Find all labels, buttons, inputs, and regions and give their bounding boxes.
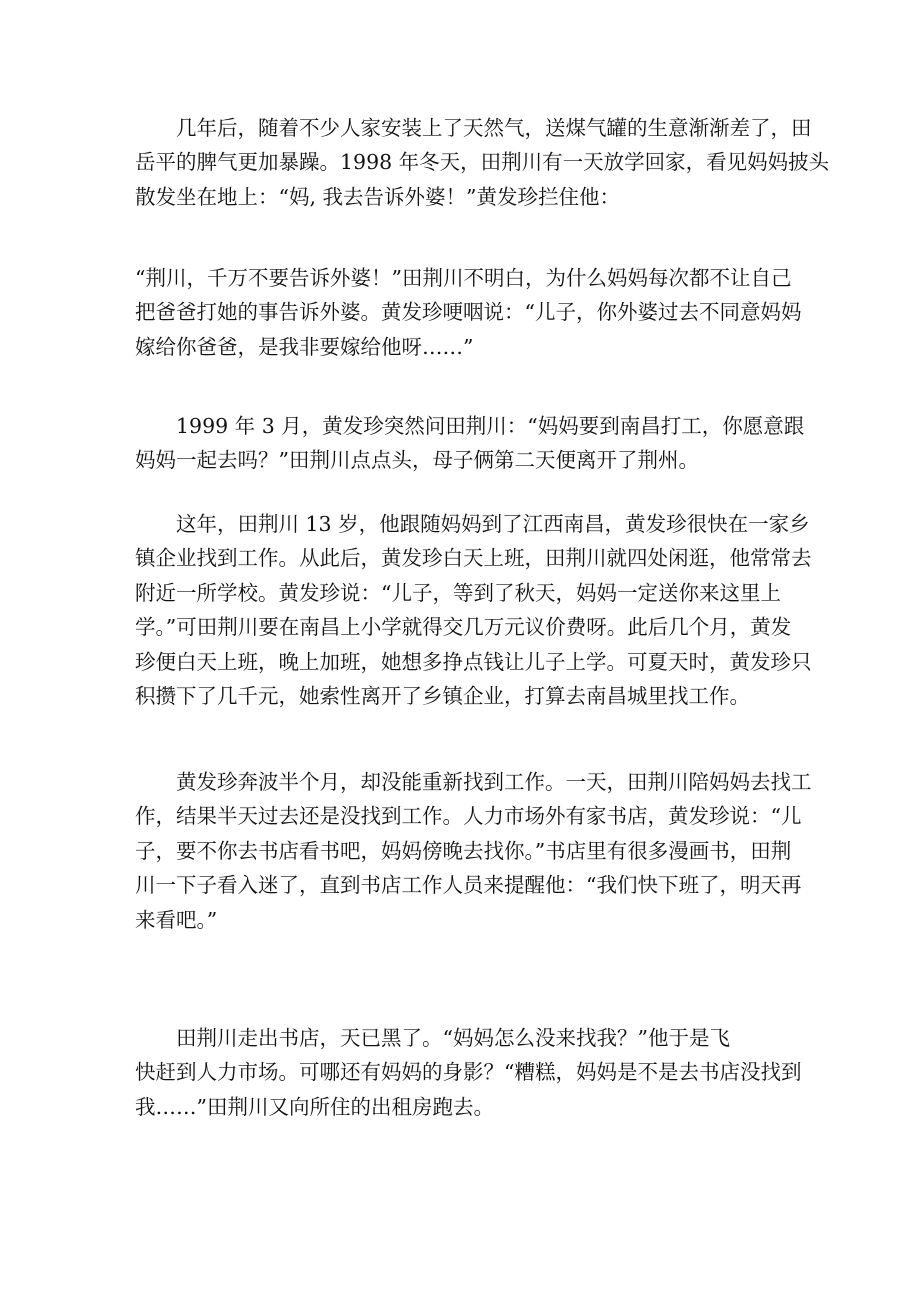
text-line: 镇企业找到工作。从此后，黄发珍白天上班，田荆川就四处闲逛，他常常去 xyxy=(135,546,812,571)
text-line: 田荆川走出书店，天已黑了。“妈妈怎么没来找我？”他于是飞 xyxy=(176,1026,730,1050)
text-line: 附近一所学校。黄发珍说：“儿子，等到了秋天，妈妈一定送你来这里上 xyxy=(135,580,781,605)
paragraph-4 xyxy=(135,507,812,713)
text-line: 积攒下了几千元，她索性离开了乡镇企业，打算去南昌城里找工作。 xyxy=(135,683,750,708)
text-line: 珍便白天上班，晚上加班，她想多挣点钱让儿子上学。可夏天时，黄发珍只 xyxy=(135,649,812,674)
text-line: 散发坐在地上：“妈, 我去告诉外婆！”黄发珍拦住他： xyxy=(135,184,620,209)
text-line: 来看吧。” xyxy=(135,907,218,932)
text-line: 1999 年 3 月，黄发珍突然问田荆川：“妈妈要到南昌打工，你愿意跟 xyxy=(176,414,805,438)
text-line: 妈妈一起去吗？”田荆川点点头，母子俩第二天便离开了荆州。 xyxy=(135,448,699,473)
text-line: 我……”田荆川又向所住的出租房跑去。 xyxy=(135,1094,494,1119)
text-line: 川一下子看入迷了，直到书店工作人员来提醒他：“我们快下班了，明天再 xyxy=(135,873,802,898)
text-line: 快赶到人力市场。可哪还有妈妈的身影？“糟糕，妈妈是不是去书店没找到 xyxy=(135,1060,802,1085)
text-line: 把爸爸打她的事告诉外婆。黄发珍哽咽说：“儿子，你外婆过去不同意妈妈 xyxy=(135,300,802,325)
paragraph-6 xyxy=(135,1021,802,1124)
paragraph-5 xyxy=(135,765,812,937)
text-line: 岳平的脾气更加暴躁。1998 年冬天，田荆川有一天放学回家，看见妈妈披头 xyxy=(135,150,830,175)
paragraph-3 xyxy=(135,409,805,478)
text-line: 这年，田荆川 13 岁，他跟随妈妈到了江西南昌，黄发珍很快在一家乡 xyxy=(176,512,810,536)
text-line: 几年后，随着不少人家安装上了天然气，送煤气罐的生意渐渐差了，田 xyxy=(176,116,812,140)
text-line: 学。”可田荆川要在南昌上小学就得交几万元议价费呀。此后几个月，黄发 xyxy=(135,615,792,640)
text-line: 黄发珍奔波半个月，却没能重新找到工作。一天，田荆川陪妈妈去找工 xyxy=(176,770,812,794)
text-line: “荆川，千万不要告诉外婆！”田荆川不明白，为什么妈妈每次都不让自己 xyxy=(135,266,792,290)
paragraph-2 xyxy=(135,261,802,364)
text-line: 作，结果半天过去还是没找到工作。人力市场外有家书店，黄发珍说：“儿 xyxy=(135,804,802,829)
text-line: 嫁给你爸爸，是我非要嫁给他呀……” xyxy=(135,334,474,359)
text-line: 子，要不你去书店看书吧，妈妈傍晚去找你。”书店里有很多漫画书，田荆 xyxy=(135,838,792,863)
paragraph-1 xyxy=(135,111,830,214)
